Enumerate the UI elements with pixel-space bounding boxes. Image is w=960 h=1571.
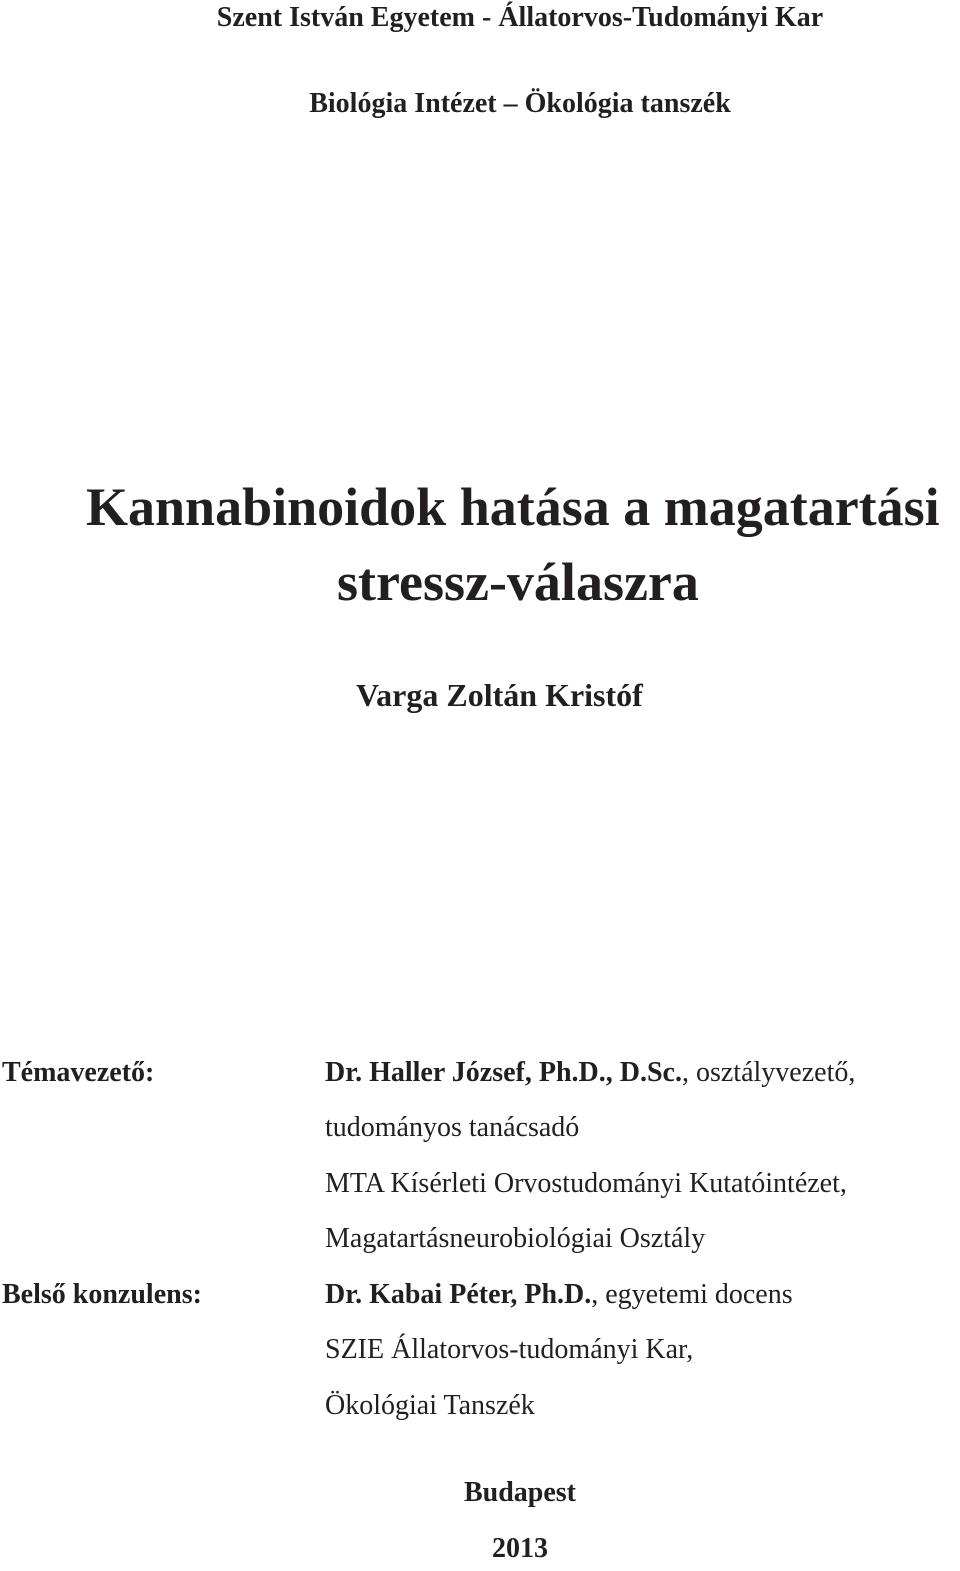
consultant-role: , egyetemi docens	[591, 1279, 793, 1310]
author-name: Varga Zoltán Kristóf	[356, 677, 643, 713]
city: Budapest	[463, 1477, 577, 1508]
supervisor-name-line	[325, 1057, 855, 1089]
thesis-title-line-2: stressz-válaszra	[337, 552, 699, 612]
consultant-name: Dr. Kabai Péter, Ph.D.	[325, 1279, 592, 1310]
thesis-title-line-1: Kannabinoidok hatása a magatartási	[86, 477, 940, 537]
supervisor-role-line-2: tudományos tanácsadó	[325, 1112, 580, 1143]
consultant-name-line	[325, 1279, 793, 1311]
supervisor-affiliation-line-1: MTA Kísérleti Orvostudományi Kutatóintézet,	[325, 1168, 847, 1199]
supervisor-role: , osztályvezető,	[681, 1057, 856, 1088]
year: 2013	[492, 1533, 548, 1564]
supervisor-label: Témavezető:	[2, 1057, 155, 1088]
university-name: Szent István Egyetem - Állatorvos-Tudományi Kar	[216, 2, 824, 33]
supervisor-name: Dr. Haller József, Ph.D., D.Sc.	[325, 1057, 682, 1088]
consultant-label: Belső konzulens:	[2, 1279, 202, 1310]
institute-name: Biológia Intézet – Ökológia tanszék	[309, 88, 731, 119]
supervisor-affiliation-line-2: Magatartásneurobiológiai Osztály	[325, 1223, 706, 1254]
consultant-affiliation-line-1: SZIE Állatorvos-tudományi Kar,	[325, 1334, 694, 1365]
consultant-affiliation-line-2: Ökológiai Tanszék	[325, 1390, 535, 1421]
